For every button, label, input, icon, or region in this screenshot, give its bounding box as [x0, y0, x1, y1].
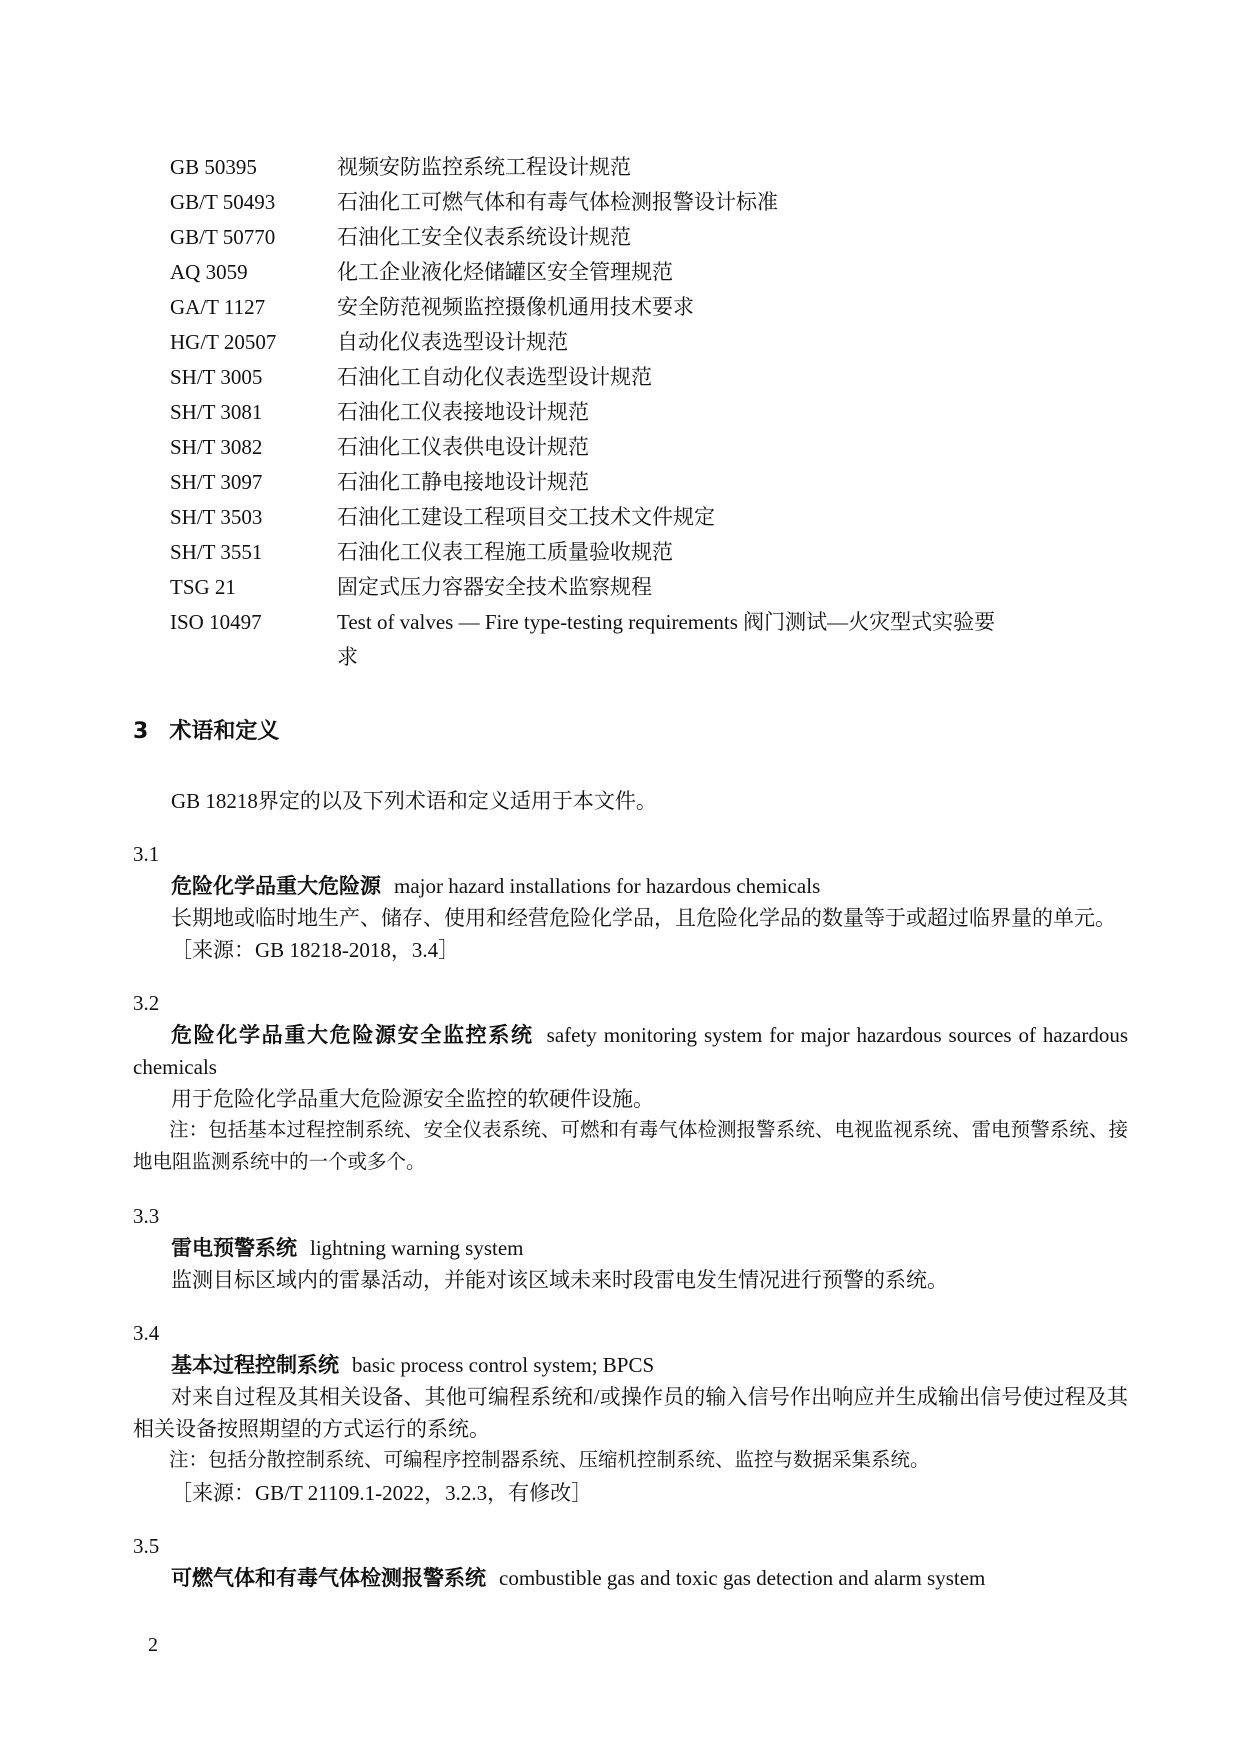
section-intro: GB 18218界定的以及下列术语和定义适用于本文件。 — [171, 789, 657, 813]
reference-code: AQ 3059 — [170, 260, 248, 284]
term-source: ［来源：GB 18218-2018，3.4］ — [171, 938, 460, 962]
reference-code: GA/T 1127 — [170, 295, 266, 319]
reference-code: GB/T 50770 — [170, 225, 276, 249]
term-line — [133, 1232, 1128, 1264]
section-title: 术语和定义 — [169, 719, 280, 744]
reference-code: SH/T 3097 — [170, 470, 263, 494]
reference-title: 安全防范视频监控摄像机通用技术要求 — [337, 295, 694, 319]
term-note: 注：包括分散控制系统、可编程序控制器系统、压缩机控制系统、监控与数据采集系统。 — [169, 1450, 930, 1471]
term-id: 3.2 — [133, 991, 160, 1015]
reference-title: 石油化工建设工程项目交工技术文件规定 — [337, 505, 715, 529]
reference-title: 石油化工仪表工程施工质量验收规范 — [337, 540, 673, 564]
term-id: 3.4 — [133, 1321, 160, 1345]
reference-item — [133, 325, 1128, 360]
reference-title: 化工企业液化烃储罐区安全管理规范 — [337, 260, 673, 284]
reference-title: Test of valves — Fire type-testing requirements 阀门测试—火灾型式实验要求 — [337, 610, 996, 669]
reference-code: SH/T 3005 — [170, 365, 263, 389]
section-number: 3 — [133, 719, 149, 744]
reference-title: 固定式压力容器安全技术监察规程 — [337, 575, 652, 599]
page-content — [133, 150, 1128, 1594]
term-definition: 对来自过程及其相关设备、其他可编程系统和/或操作员的输入信号作出响应并生成输出信号使过程及其相关设备按照期望的方式运行的系统。 — [133, 1385, 1128, 1441]
term-line — [133, 1019, 1128, 1083]
reference-code: GB/T 50493 — [170, 190, 276, 214]
reference-code: HG/T 20507 — [170, 330, 277, 354]
term-definition: 长期地或临时地生产、储存、使用和经营危险化学品，且危险化学品的数量等于或超过临界量的单元。 — [171, 906, 1116, 930]
reference-item — [133, 395, 1128, 430]
reference-item — [133, 360, 1128, 395]
reference-item — [133, 605, 1128, 675]
reference-code: SH/T 3081 — [170, 400, 263, 424]
references-list — [133, 150, 1128, 675]
term-block-3-5 — [133, 1530, 1128, 1594]
term-zh: 危险化学品重大危险源 — [171, 874, 381, 898]
reference-item — [133, 535, 1128, 570]
term-definition: 用于危险化学品重大危险源安全监控的软硬件设施。 — [171, 1087, 654, 1111]
reference-code: GB 50395 — [170, 155, 257, 179]
term-zh: 雷电预警系统 — [171, 1236, 297, 1260]
reference-item — [133, 500, 1128, 535]
term-line — [133, 1562, 1128, 1594]
term-zh: 基本过程控制系统 — [171, 1353, 339, 1377]
term-id: 3.3 — [133, 1204, 160, 1228]
reference-title: 自动化仪表选型设计规范 — [337, 330, 568, 354]
reference-title: 视频安防监控系统工程设计规范 — [337, 155, 631, 179]
reference-item — [133, 185, 1128, 220]
reference-item — [133, 430, 1128, 465]
term-id: 3.1 — [133, 842, 160, 866]
term-line — [133, 870, 1128, 902]
term-en: safety monitoring system for major hazardous sources of hazardous chemicals — [133, 1023, 1128, 1079]
reference-title: 石油化工仪表供电设计规范 — [337, 435, 589, 459]
term-en: lightning warning system — [310, 1236, 524, 1260]
term-note: 注：包括基本过程控制系统、安全仪表系统、可燃和有毒气体检测报警系统、电视监视系统、雷电预警系统、接地电阻监测系统中的一个或多个。 — [133, 1120, 1128, 1173]
reference-title: 石油化工自动化仪表选型设计规范 — [337, 365, 652, 389]
page-number: 2 — [148, 1634, 158, 1656]
term-block-3-3 — [133, 1200, 1128, 1296]
reference-code: SH/T 3551 — [170, 540, 263, 564]
reference-item — [133, 290, 1128, 325]
reference-title: 石油化工静电接地设计规范 — [337, 470, 589, 494]
reference-title: 石油化工安全仪表系统设计规范 — [337, 225, 631, 249]
term-block-3-2 — [133, 987, 1128, 1179]
reference-item — [133, 255, 1128, 290]
reference-item — [133, 465, 1128, 500]
term-id: 3.5 — [133, 1534, 160, 1558]
term-en: basic process control system; BPCS — [352, 1353, 655, 1377]
section-heading — [133, 715, 1128, 749]
term-zh: 危险化学品重大危险源安全监控系统 — [171, 1023, 534, 1047]
term-zh: 可燃气体和有毒气体检测报警系统 — [171, 1566, 486, 1590]
reference-code: SH/T 3082 — [170, 435, 263, 459]
reference-item — [133, 150, 1128, 185]
term-block-3-4 — [133, 1317, 1128, 1509]
reference-code: SH/T 3503 — [170, 505, 263, 529]
term-source: ［来源：GB/T 21109.1-2022，3.2.3，有修改］ — [171, 1481, 593, 1505]
term-en: combustible gas and toxic gas detection and alarm system — [499, 1566, 986, 1590]
reference-item — [133, 220, 1128, 255]
term-line — [133, 1349, 1128, 1381]
reference-code: TSG 21 — [170, 575, 236, 599]
reference-title: 石油化工可燃气体和有毒气体检测报警设计标准 — [337, 190, 778, 214]
term-block-3-1 — [133, 838, 1128, 966]
reference-item — [133, 570, 1128, 605]
term-en: major hazard installations for hazardous chemicals — [394, 874, 821, 898]
reference-code: ISO 10497 — [170, 610, 262, 634]
term-definition: 监测目标区域内的雷暴活动，并能对该区域未来时段雷电发生情况进行预警的系统。 — [171, 1268, 948, 1292]
reference-title: 石油化工仪表接地设计规范 — [337, 400, 589, 424]
